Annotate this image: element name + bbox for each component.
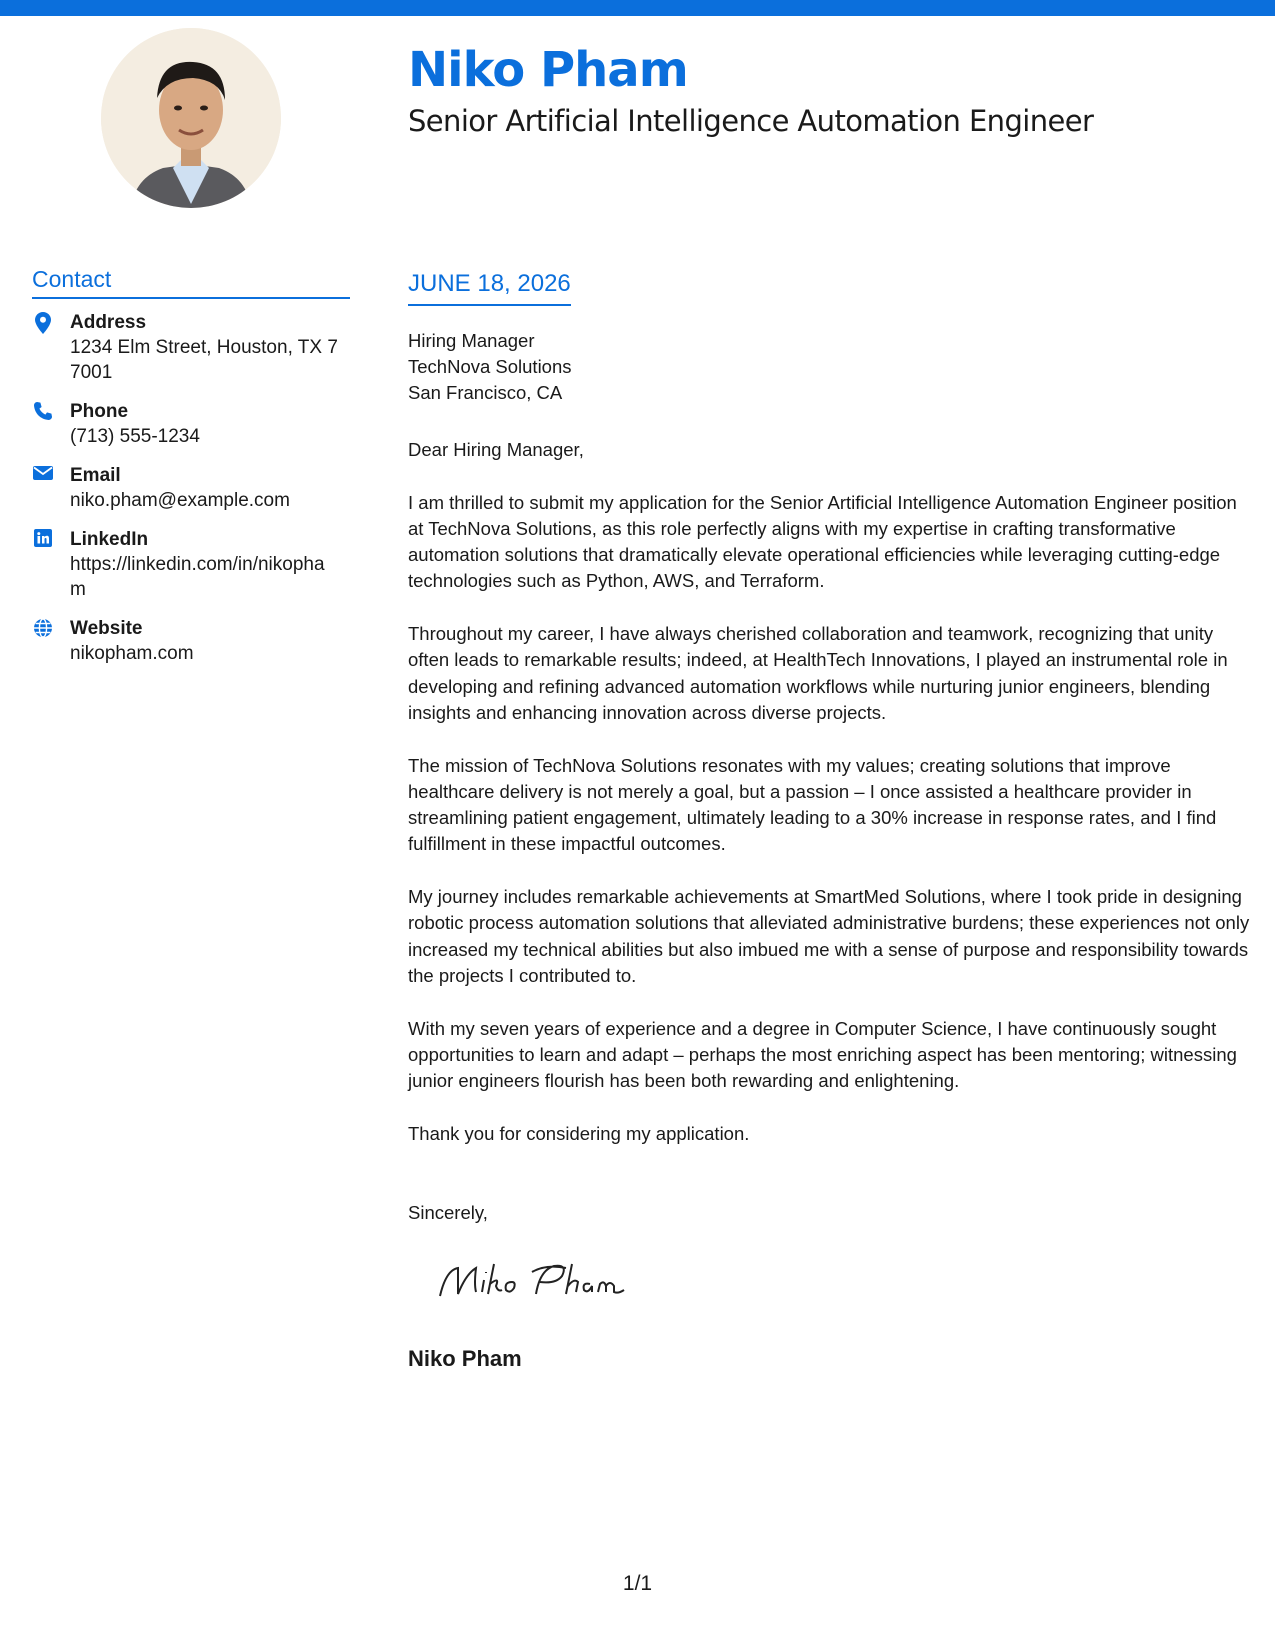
- contact-item-phone: [32, 399, 350, 449]
- contact-item-linkedin: [32, 527, 350, 602]
- linkedin-url[interactable]: https://linkedin.com/in/nikopham: [70, 554, 325, 600]
- job-title: Senior Artificial Intelligence Automation Engineer: [408, 104, 1094, 138]
- signed-name: Niko Pham: [408, 1346, 522, 1371]
- closing: Sincerely,: [408, 1202, 488, 1223]
- recipient-line: San Francisco, CA: [408, 382, 563, 403]
- contact-item-email: [32, 463, 350, 513]
- body-paragraph: The mission of TechNova Solutions resonates with my values; creating solutions that improve healthcare delivery is not merely a goal, but a passion – I once assisted a healthcare provider in streamlining patient engagement, ultimately leading to a 30% increase in response rates, and I find fulfillment in these impactful outcomes.: [408, 754, 1217, 855]
- map-pin-icon: [32, 312, 54, 334]
- address-value: 1234 Elm Street, Houston, TX 77001: [70, 337, 338, 383]
- letter-body: [408, 437, 1250, 1173]
- letter-date: JUNE 18, 2026: [408, 270, 571, 306]
- greeting: Dear Hiring Manager,: [408, 439, 584, 460]
- recipient-line: Hiring Manager: [408, 330, 535, 351]
- contact-label: LinkedIn: [70, 529, 149, 550]
- applicant-name: Niko Pham: [408, 42, 688, 98]
- profile-photo: [101, 28, 281, 208]
- contact-list: [32, 310, 350, 680]
- contact-heading: Contact: [32, 266, 350, 299]
- contact-label: Address: [70, 312, 147, 333]
- body-paragraph: Thank you for considering my application.: [408, 1122, 750, 1144]
- body-paragraph: My journey includes remarkable achievements at SmartMed Solutions, where I took pride in designing robotic process automation solutions that alleviated administrative burdens; these experiences not only increased my technical abilities but also imbued me with a sense of purpose and responsibility towards the projects I contributed to.: [408, 886, 1250, 986]
- body-paragraph: I am thrilled to submit my application for the Senior Artificial Intelligence Automation Engineer position at TechNova Solutions, as this role perfectly aligns with my expertise in crafting transformative automation solutions that dramatically elevate operational efficiencies while leveraging cutting-edge technologies such as Python, AWS, and Terraform.: [408, 491, 1237, 592]
- globe-icon: [32, 618, 54, 640]
- linkedin-icon: [32, 529, 54, 551]
- recipient-line: TechNova Solutions: [408, 356, 572, 377]
- contact-label: Website: [70, 618, 143, 639]
- top-accent-bar: [0, 0, 1275, 16]
- phone-icon: [32, 401, 54, 423]
- page-number: 1/1: [622, 1572, 653, 1595]
- website-value[interactable]: nikopham.com: [70, 643, 194, 664]
- body-paragraph: With my seven years of experience and a degree in Computer Science, I have continuously sought opportunities to learn and adapt – perhaps the most enriching aspect has been mentoring; witnessing junior engineers flourish has been both rewarding and enlightening.: [408, 1017, 1237, 1092]
- body-paragraph: Throughout my career, I have always cherished collaboration and teamwork, recognizing that unity often leads to remarkable results; indeed, at HealthTech Innovations, I played an instrumental role in developing and refining advanced automation workflows while nurturing junior engineers, blending insights and enhancing innovation across diverse projects.: [408, 623, 1228, 723]
- contact-item-website: [32, 616, 350, 666]
- envelope-icon: [32, 465, 54, 487]
- phone-value[interactable]: (713) 555-1234: [70, 426, 200, 447]
- handwritten-signature: [436, 1256, 636, 1311]
- contact-label: Email: [70, 465, 121, 486]
- contact-item-address: [32, 310, 350, 385]
- email-value[interactable]: niko.pham@example.com: [70, 490, 290, 511]
- contact-label: Phone: [70, 401, 129, 422]
- recipient-block: [408, 328, 572, 406]
